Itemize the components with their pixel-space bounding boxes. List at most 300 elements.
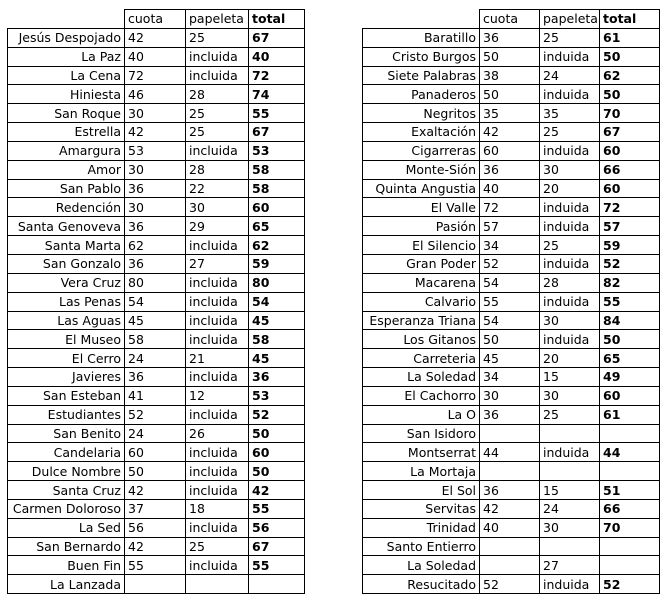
total-cell: 52 [600,254,660,273]
cuota-cell: 62 [125,236,186,255]
papeleta-cell: 18 [186,499,249,518]
cuota-cell: 44 [480,443,540,462]
cuota-cell: 36 [480,160,540,179]
table-row [363,141,660,160]
cuota-cell: 50 [480,85,540,104]
total-cell: 72 [600,198,660,217]
hermandad-cell: Hiniesta [8,85,125,104]
right-table-body [363,28,660,593]
cuota-cell: 36 [480,28,540,47]
table-row [363,556,660,575]
table-row [363,330,660,349]
cuota-cell: 38 [480,66,540,85]
papeleta-cell: 15 [540,368,600,387]
papeleta-cell: induida [540,141,600,160]
cuota-cell: 52 [125,405,186,424]
total-cell: 70 [600,518,660,537]
papeleta-cell: 25 [186,104,249,123]
table-row [8,273,305,292]
papeleta-cell: incluida [186,141,249,160]
papeleta-cell: induida [540,330,600,349]
cuota-cell: 57 [480,217,540,236]
total-cell: 50 [600,85,660,104]
papeleta-cell: 25 [540,28,600,47]
total-cell: 49 [600,368,660,387]
total-cell: 57 [600,217,660,236]
cuota-cell: 45 [480,349,540,368]
hermandad-cell: El Sol [363,481,480,500]
table-row [363,123,660,142]
total-cell: 50 [249,424,305,443]
table-row [8,160,305,179]
papeleta-cell: 26 [186,424,249,443]
papeleta-cell: 35 [540,104,600,123]
table-row [363,349,660,368]
papeleta-cell: 30 [540,518,600,537]
total-cell: 36 [249,368,305,387]
hermandad-cell: Jesús Despojado [8,28,125,47]
total-cell: 65 [600,349,660,368]
papeleta-cell: 24 [540,66,600,85]
total-cell: 45 [249,311,305,330]
cuota-cell: 36 [480,481,540,500]
cuota-cell: 54 [480,273,540,292]
hermandad-cell: Exaltación [363,123,480,142]
table-row [8,499,305,518]
table-row [363,537,660,556]
cuota-cell: 40 [125,47,186,66]
papeleta-cell: induida [540,85,600,104]
papeleta-cell: 22 [186,179,249,198]
hermandad-cell: Macarena [363,273,480,292]
hermandad-cell: La Mortaja [363,462,480,481]
total-cell: 42 [249,481,305,500]
hermandad-cell: Las Penas [8,292,125,311]
hermandad-cell: Carmen Doloroso [8,499,125,518]
cuota-cell: 36 [125,179,186,198]
table-row [8,481,305,500]
total-cell: 59 [249,254,305,273]
total-cell: 50 [600,47,660,66]
cuota-cell: 53 [125,141,186,160]
table-row [8,104,305,123]
table-row [363,47,660,66]
hermandad-cell: Estrella [8,123,125,142]
total-cell: 60 [600,179,660,198]
table-row [8,424,305,443]
total-cell: 54 [249,292,305,311]
hermandad-cell: El Cachorro [363,386,480,405]
hermandad-cell: San Isidoro [363,424,480,443]
cuota-cell: 30 [125,104,186,123]
total-cell [600,537,660,556]
cuota-cell [125,575,186,594]
total-cell: 74 [249,85,305,104]
papeleta-cell: induida [540,47,600,66]
total-cell: 52 [600,575,660,594]
total-cell: 55 [249,104,305,123]
total-cell: 60 [600,141,660,160]
cuota-cell: 41 [125,386,186,405]
total-cell: 70 [600,104,660,123]
table-row [363,104,660,123]
hermandad-cell: Monte-Sión [363,160,480,179]
cuota-cell: 52 [480,254,540,273]
left-header-cuota: cuota [125,10,186,29]
cuota-cell: 42 [480,123,540,142]
table-row [8,28,305,47]
left-table [7,9,305,594]
hermandad-cell: Buen Fin [8,556,125,575]
cuota-cell: 34 [480,368,540,387]
table-row [363,424,660,443]
cuota-cell: 50 [480,330,540,349]
table-row [8,254,305,273]
papeleta-cell: incluida [186,556,249,575]
papeleta-cell: 12 [186,386,249,405]
hermandad-cell: Trinidad [363,518,480,537]
total-cell: 55 [249,556,305,575]
hermandad-cell: San Pablo [8,179,125,198]
papeleta-cell: 20 [540,349,600,368]
hermandad-cell: Carreteria [363,349,480,368]
papeleta-cell: incluida [186,236,249,255]
cuota-cell [480,462,540,481]
total-cell: 58 [249,330,305,349]
table-row [363,236,660,255]
total-cell: 56 [249,518,305,537]
cuota-cell: 35 [480,104,540,123]
table-row [8,292,305,311]
total-cell: 67 [249,123,305,142]
hermandad-cell: Santa Marta [8,236,125,255]
table-row [8,443,305,462]
table-row [363,462,660,481]
total-cell [600,424,660,443]
papeleta-cell: incluida [186,273,249,292]
cuota-cell: 56 [125,518,186,537]
left-header-row [8,10,305,29]
papeleta-cell: 15 [540,481,600,500]
papeleta-cell: induida [540,292,600,311]
cuota-cell [480,424,540,443]
total-cell: 62 [600,66,660,85]
table-row [8,85,305,104]
papeleta-cell: 20 [540,179,600,198]
total-cell: 67 [249,537,305,556]
papeleta-cell: 27 [540,556,600,575]
table-row [8,405,305,424]
hermandad-cell: Dulce Nombre [8,462,125,481]
cuota-cell: 36 [125,217,186,236]
table-row [8,311,305,330]
total-cell: 40 [249,47,305,66]
hermandad-cell: Santa Cruz [8,481,125,500]
cuota-cell: 24 [125,349,186,368]
left-header-total: total [249,10,305,29]
table-row [363,481,660,500]
hermandad-cell: San Roque [8,104,125,123]
cuota-cell: 50 [125,462,186,481]
papeleta-cell: 25 [540,405,600,424]
table-row [363,386,660,405]
cuota-cell: 40 [480,179,540,198]
papeleta-cell: 25 [186,28,249,47]
table-row [363,499,660,518]
cuota-cell [480,537,540,556]
papeleta-cell: incluida [186,311,249,330]
hermandad-cell: Redención [8,198,125,217]
hermandad-cell: La Cena [8,66,125,85]
total-cell: 53 [249,141,305,160]
papeleta-cell: incluida [186,462,249,481]
total-cell: 60 [249,443,305,462]
left-header-blank [8,10,125,29]
total-cell: 62 [249,236,305,255]
table-row [363,254,660,273]
cuota-cell: 50 [480,47,540,66]
total-cell: 80 [249,273,305,292]
hermandad-cell: Santo Entierro [363,537,480,556]
table-row [8,462,305,481]
cuota-cell: 34 [480,236,540,255]
papeleta-cell: 24 [540,499,600,518]
papeleta-cell: incluida [186,66,249,85]
total-cell: 65 [249,217,305,236]
hermandad-cell: La Sed [8,518,125,537]
papeleta-cell: 29 [186,217,249,236]
papeleta-cell: 30 [540,160,600,179]
hermandad-cell: Javieres [8,368,125,387]
table-row [8,368,305,387]
table-row [8,386,305,405]
hermandad-cell: Montserrat [363,443,480,462]
cuota-cell: 30 [480,386,540,405]
papeleta-cell [540,424,600,443]
total-cell: 51 [600,481,660,500]
total-cell: 59 [600,236,660,255]
table-row [363,198,660,217]
left-table-body [8,28,305,593]
left-header-papeleta: papeleta [186,10,249,29]
cuota-cell: 40 [480,518,540,537]
table-row [8,141,305,160]
table-row [363,311,660,330]
papeleta-cell: incluida [186,292,249,311]
total-cell: 84 [600,311,660,330]
total-cell: 72 [249,66,305,85]
right-header-blank [363,10,480,29]
table-row [8,179,305,198]
hermandad-cell: La O [363,405,480,424]
table-row [363,28,660,47]
papeleta-cell: incluida [186,330,249,349]
hermandad-cell: El Valle [363,198,480,217]
papeleta-cell: 25 [186,537,249,556]
papeleta-cell: induida [540,198,600,217]
hermandad-cell: Siete Palabras [363,66,480,85]
hermandad-cell: Negritos [363,104,480,123]
table-row [363,160,660,179]
cuota-cell: 45 [125,311,186,330]
table-row [8,518,305,537]
total-cell: 55 [249,499,305,518]
total-cell: 50 [249,462,305,481]
cuota-cell: 42 [125,537,186,556]
total-cell [249,575,305,594]
table-row [8,556,305,575]
hermandad-cell: La Lanzada [8,575,125,594]
papeleta-cell: 25 [540,123,600,142]
cuota-cell: 42 [125,28,186,47]
hermandad-cell: San Benito [8,424,125,443]
total-cell: 58 [249,179,305,198]
hermandad-cell: Los Gitanos [363,330,480,349]
total-cell: 60 [249,198,305,217]
papeleta-cell: incluida [186,368,249,387]
hermandad-cell: Estudiantes [8,405,125,424]
total-cell: 58 [249,160,305,179]
table-row [8,217,305,236]
hermandad-cell: Candelaria [8,443,125,462]
hermandad-cell: Gran Poder [363,254,480,273]
papeleta-cell: induida [540,575,600,594]
total-cell: 44 [600,443,660,462]
papeleta-cell: induida [540,217,600,236]
cuota-cell: 80 [125,273,186,292]
hermandad-cell: Quinta Angustia [363,179,480,198]
cuota-cell: 54 [125,292,186,311]
papeleta-cell: 27 [186,254,249,273]
total-cell: 61 [600,405,660,424]
cuota-cell: 42 [480,499,540,518]
table-row [363,443,660,462]
table-row [8,198,305,217]
cuota-cell: 55 [125,556,186,575]
cuota-cell: 37 [125,499,186,518]
cuota-cell [480,556,540,575]
table-row [8,47,305,66]
papeleta-cell: 28 [186,85,249,104]
total-cell: 67 [600,123,660,142]
hermandad-cell: Amor [8,160,125,179]
right-header-cuota: cuota [480,10,540,29]
hermandad-cell: La Soledad [363,368,480,387]
table-row [363,518,660,537]
table-row [8,349,305,368]
papeleta-cell: incluida [186,518,249,537]
table-row [363,405,660,424]
table-row [363,575,660,594]
hermandad-cell: Amargura [8,141,125,160]
hermandad-cell: Calvario [363,292,480,311]
cuota-cell: 30 [125,198,186,217]
table-row [363,368,660,387]
total-cell: 66 [600,499,660,518]
total-cell: 67 [249,28,305,47]
hermandad-cell: Resucitado [363,575,480,594]
right-header-total: total [600,10,660,29]
table-row [363,217,660,236]
papeleta-cell: 30 [540,386,600,405]
cuota-cell: 54 [480,311,540,330]
total-cell: 45 [249,349,305,368]
cuota-cell: 60 [125,443,186,462]
table-row [8,537,305,556]
table-row [8,330,305,349]
hermandad-cell: Cristo Burgos [363,47,480,66]
cuota-cell: 46 [125,85,186,104]
papeleta-cell [540,462,600,481]
papeleta-cell: 30 [540,311,600,330]
hermandad-cell: Servitas [363,499,480,518]
cuota-cell: 60 [480,141,540,160]
total-cell: 61 [600,28,660,47]
total-cell: 60 [600,386,660,405]
table-row [363,66,660,85]
cuota-cell: 42 [125,123,186,142]
cuota-cell: 55 [480,292,540,311]
cuota-cell: 52 [480,575,540,594]
hermandad-cell: Panaderos [363,85,480,104]
hermandad-cell: Vera Cruz [8,273,125,292]
cuota-cell: 58 [125,330,186,349]
cuota-cell: 30 [125,160,186,179]
papeleta-cell: 28 [540,273,600,292]
cuota-cell: 42 [125,481,186,500]
hermandad-cell: Cigarreras [363,141,480,160]
papeleta-cell: 28 [186,160,249,179]
total-cell [600,462,660,481]
table-row [363,179,660,198]
hermandad-cell: Baratillo [363,28,480,47]
hermandad-cell: La Soledad [363,556,480,575]
table-row [8,66,305,85]
cuota-cell: 36 [125,254,186,273]
cuota-cell: 24 [125,424,186,443]
table-row [8,236,305,255]
total-cell [600,556,660,575]
hermandad-cell: Las Aguas [8,311,125,330]
cuota-cell: 36 [480,405,540,424]
total-cell: 82 [600,273,660,292]
table-row [363,292,660,311]
papeleta-cell [186,575,249,594]
papeleta-cell: incluida [186,47,249,66]
cuota-cell: 36 [125,368,186,387]
papeleta-cell: incluida [186,405,249,424]
right-header-row [363,10,660,29]
total-cell: 50 [600,330,660,349]
total-cell: 66 [600,160,660,179]
papeleta-cell: 25 [186,123,249,142]
hermandad-cell: Santa Genoveva [8,217,125,236]
hermandad-cell: Pasión [363,217,480,236]
papeleta-cell: incluida [186,481,249,500]
hermandad-cell: San Gonzalo [8,254,125,273]
table-row [8,575,305,594]
papeleta-cell: 21 [186,349,249,368]
total-cell: 55 [600,292,660,311]
hermandad-cell: Esperanza Triana [363,311,480,330]
papeleta-cell: incluida [186,443,249,462]
hermandad-cell: La Paz [8,47,125,66]
hermandad-cell: El Cerro [8,349,125,368]
papeleta-cell [540,537,600,556]
papeleta-cell: 30 [186,198,249,217]
papeleta-cell: induida [540,443,600,462]
hermandad-cell: San Esteban [8,386,125,405]
